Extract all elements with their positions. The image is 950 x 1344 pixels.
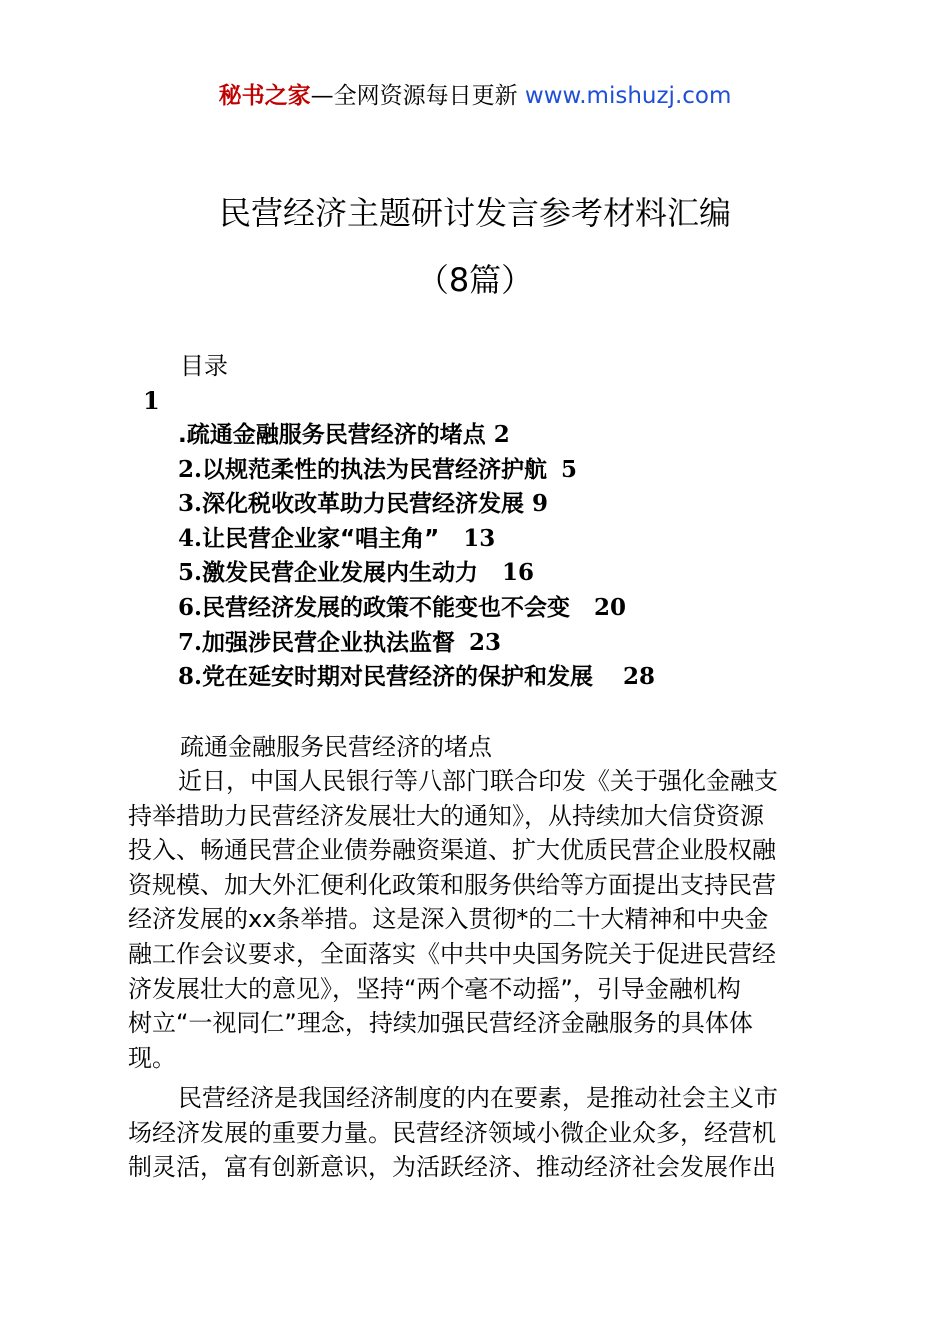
toc-item-label: 党在延安时期对民营经济的保护和发展 bbox=[202, 664, 594, 691]
site-brand: 秘书之家 bbox=[218, 83, 311, 109]
paragraph-line: 济发展壮大的意见》，坚持“两个毫不动摇”，引导金融机构 bbox=[128, 974, 741, 1003]
paragraph-line: 民营经济是我国经济制度的内在要素，是推动社会主义市 bbox=[178, 1084, 778, 1112]
site-url-link[interactable]: www.mishuzj.com bbox=[524, 83, 732, 109]
table-of-contents bbox=[178, 418, 655, 695]
toc-item-label: 激发民营企业发展内生动力 bbox=[202, 560, 479, 587]
toc-item[interactable]: 4.让民营企业家“唱主角” 13 bbox=[178, 524, 496, 552]
paragraph-line: 现。 bbox=[128, 1043, 176, 1072]
paragraph-line: 融工作会议要求，全面落实《中共中央国务院关于促进民营经 bbox=[128, 939, 776, 968]
paragraph-line: 近日，中国人民银行等八部门联合印发《关于强化金融支 bbox=[178, 767, 778, 795]
toc-item-page: 28 bbox=[623, 663, 656, 691]
article-paragraph bbox=[128, 764, 831, 1075]
toc-item-page: 16 bbox=[502, 559, 535, 587]
paragraph-line: 投入、畅通民营企业债券融资渠道、扩大优质民营企业股权融 bbox=[128, 836, 776, 865]
paragraph-line: 经济发展的xx条举措。这是深入贯彻*的二十大精神和中央金 bbox=[128, 905, 769, 934]
toc-item[interactable]: 3.深化税收改革助力民营经济发展 9 bbox=[178, 490, 549, 518]
article-title: 疏通金融服务民营经济的堵点 bbox=[180, 733, 492, 761]
toc-item[interactable]: 2.以规范柔性的执法为民营经济护航 5 bbox=[178, 455, 578, 483]
toc-heading: 目录 bbox=[180, 352, 228, 380]
toc-item-label: 让民营企业家“唱主角” bbox=[202, 525, 440, 552]
paragraph-line: 场经济发展的重要力量。民营经济领域小微企业众多，经营机 bbox=[128, 1118, 776, 1147]
toc-item[interactable]: 6.民营经济发展的政策不能变也不会变 20 bbox=[178, 593, 627, 621]
toc-item-page: 2 bbox=[493, 421, 510, 448]
toc-item-page: 13 bbox=[463, 524, 496, 552]
toc-item[interactable]: 7.加强涉民营企业执法监督 23 bbox=[178, 628, 502, 656]
toc-item-page: 23 bbox=[469, 628, 502, 656]
toc-item[interactable] bbox=[178, 418, 655, 453]
toc-item-page: 9 bbox=[532, 490, 549, 518]
toc-item-page: 5 bbox=[561, 455, 578, 483]
site-header bbox=[0, 80, 950, 112]
toc-item-label: 民营经济发展的政策不能变也不会变 bbox=[202, 594, 571, 621]
paragraph-line: 制灵活，富有创新意识，为活跃经济、推动经济社会发展作出 bbox=[128, 1153, 776, 1182]
toc-first-number: 1 bbox=[143, 386, 160, 415]
toc-item-label: 深化税收改革助力民营经济发展 bbox=[202, 491, 525, 518]
toc-item-label: .疏通金融服务民营经济的堵点 bbox=[178, 422, 486, 448]
site-tagline: —全网资源每日更新 bbox=[310, 83, 518, 109]
paragraph-line: 持举措助力民营经济发展壮大的通知》，从持续加大信贷资源 bbox=[128, 801, 764, 830]
toc-item-label: 加强涉民营企业执法监督 bbox=[202, 629, 456, 656]
toc-item-label: 以规范柔性的执法为民营经济护航 bbox=[202, 456, 548, 483]
toc-item[interactable]: 8.党在延安时期对民营经济的保护和发展 28 bbox=[178, 663, 656, 691]
document-subtitle: （8篇） bbox=[416, 261, 534, 299]
article-paragraph bbox=[128, 1081, 831, 1185]
document-title: 民营经济主题研讨发言参考材料汇编 bbox=[218, 194, 731, 232]
paragraph-line: 树立“一视同仁”理念，持续加强民营经济金融服务的具体体 bbox=[128, 1009, 753, 1038]
paragraph-line: 资规模、加大外汇便利化政策和服务供给等方面提出支持民营 bbox=[128, 870, 776, 899]
toc-item-page: 20 bbox=[594, 593, 627, 621]
toc-item[interactable]: 5.激发民营企业发展内生动力 16 bbox=[178, 559, 535, 587]
